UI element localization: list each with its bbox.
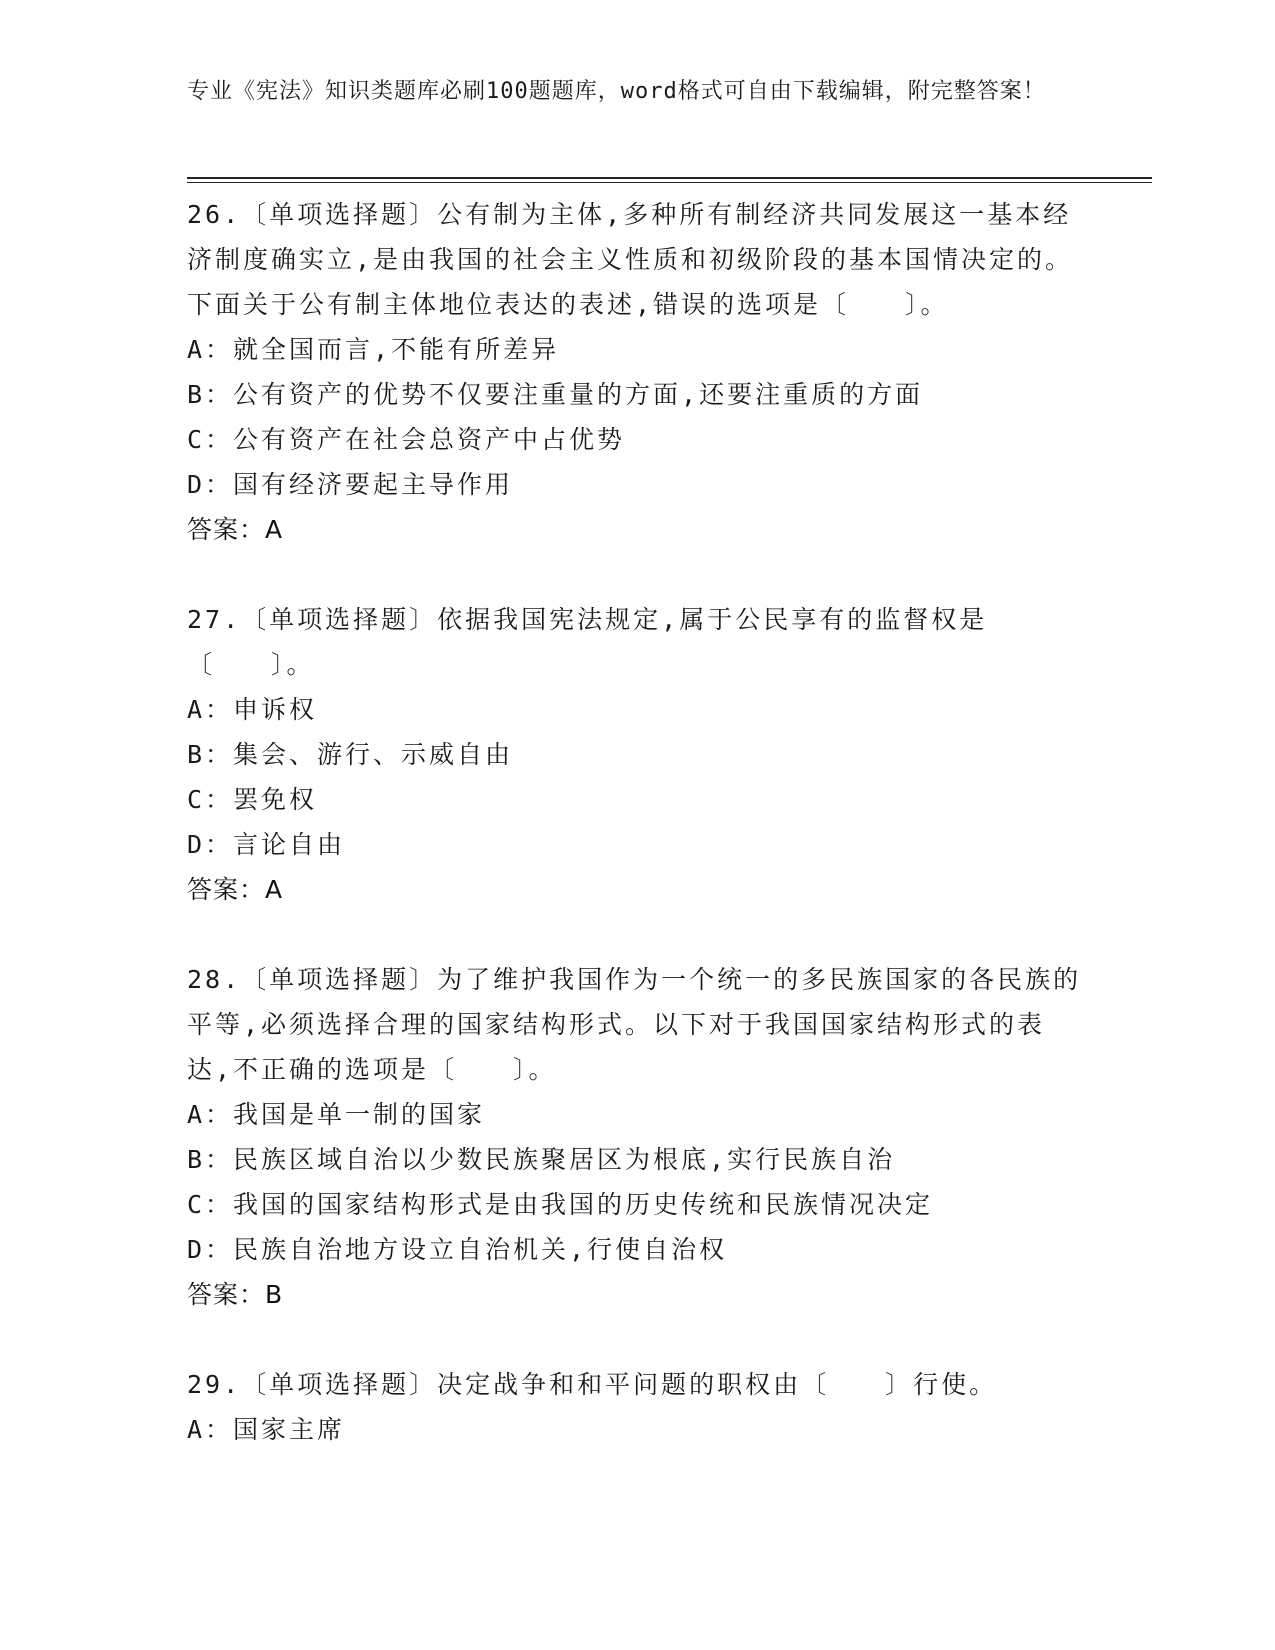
option-d: D：民族自治地方设立自治机关,行使自治权 [187,1235,728,1264]
answer-label: 答案： [187,875,266,904]
option-a: A：国家主席 [187,1415,346,1444]
question-stem: 28.〔单项选择题〕为了维护我国作为一个统一的多民族国家的各民族的平等,必须选择合理的国家结构形式。以下对于我国国家结构形式的表达,不正确的选项是〔 〕。 [187,965,1082,1084]
option-a: A：申诉权 [187,695,318,724]
answer-line [187,1272,1087,1317]
answer-value: A [265,515,284,544]
option-b: B：民族区域自治以少数民族聚居区为根底,实行民族自治 [187,1145,896,1174]
question-list [187,192,1087,1497]
answer-label: 答案： [187,515,266,544]
header-divider [187,177,1152,179]
option-c: C：罢免权 [187,785,318,814]
question-stem: 27.〔单项选择题〕依据我国宪法规定,属于公民享有的监督权是〔 〕。 [187,605,988,679]
option-d: D：言论自由 [187,830,346,859]
option-c: C：我国的国家结构形式是由我国的历史传统和民族情况决定 [187,1190,934,1219]
option-a: A：就全国而言,不能有所差异 [187,335,560,364]
answer-value: B [265,1280,284,1309]
answer-value: A [265,875,284,904]
question-28 [187,957,1087,1317]
answer-label: 答案： [187,1280,266,1309]
question-stem: 29.〔单项选择题〕决定战争和和平问题的职权由〔 〕行使。 [187,1370,998,1399]
document-header: 专业《宪法》知识类题库必刷100题题库，word格式可自由下载编辑，附完整答案！ [187,79,1046,104]
question-26 [187,192,1087,552]
option-b: B：公有资产的优势不仅要注重量的方面,还要注重质的方面 [187,380,924,409]
option-d: D：国有经济要起主导作用 [187,470,514,499]
option-a: A：我国是单一制的国家 [187,1100,486,1129]
answer-line [187,507,1087,552]
option-b: B：集会、游行、示威自由 [187,740,514,769]
answer-line [187,867,1087,912]
question-stem: 26.〔单项选择题〕公有制为主体,多种所有制经济共同发展这一基本经济制度确实立,是由我国的社会主义性质和初级阶段的基本国情决定的。下面关于公有制主体地位表达的表述,错误的选项是〔 〕。 [187,200,1074,319]
option-c: C：公有资产在社会总资产中占优势 [187,425,626,454]
question-29 [187,1362,1087,1452]
question-27 [187,597,1087,912]
header-divider-thin [187,182,1152,183]
